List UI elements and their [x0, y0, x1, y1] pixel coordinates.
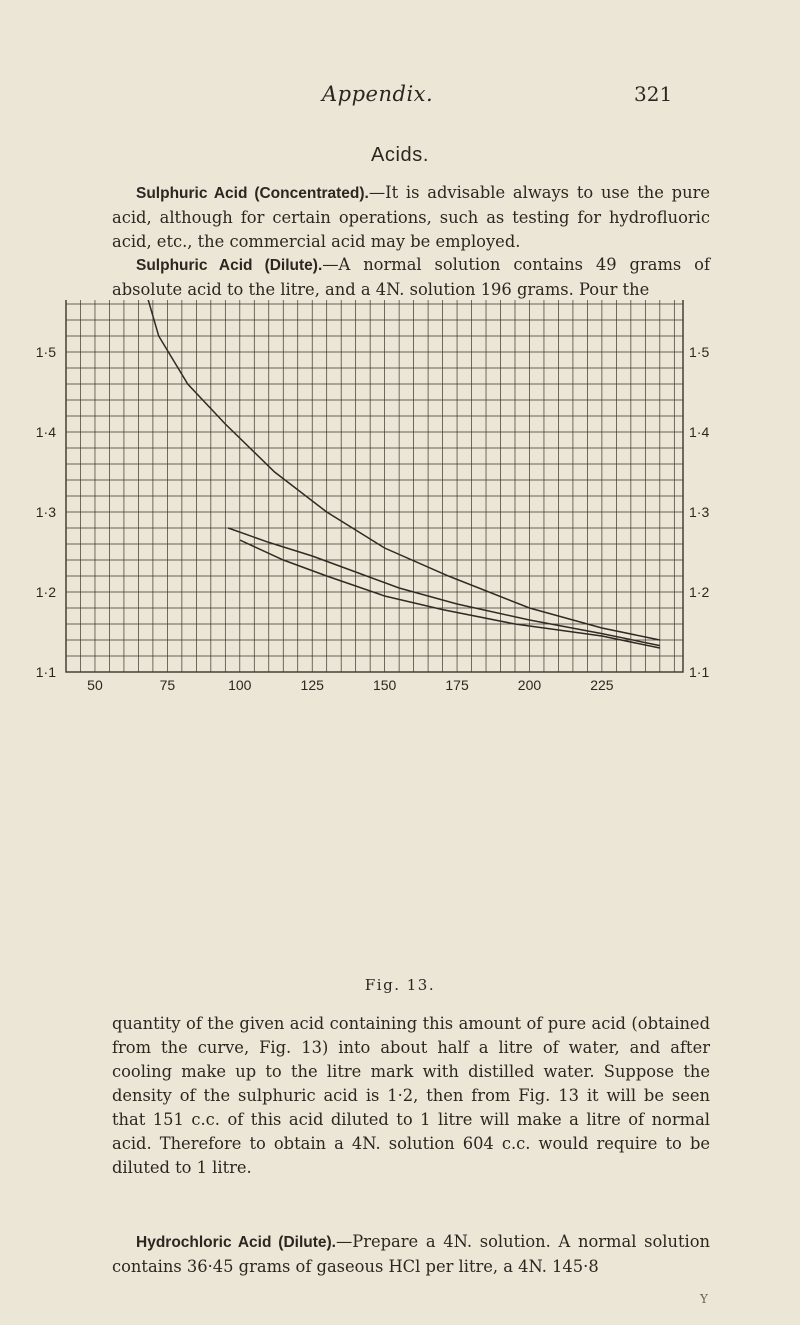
- running-head-title: Appendix.: [322, 82, 434, 106]
- x-tick-label-bottom: 75: [159, 677, 176, 693]
- section-title: Acids.: [370, 144, 430, 166]
- y-tick-label-right: 1·1: [689, 664, 710, 680]
- curve-2: [228, 528, 660, 646]
- y-tick-label-left: 1·4: [35, 424, 56, 440]
- chart-grid: [66, 300, 683, 672]
- paragraph-continuation: [112, 1012, 710, 1180]
- x-tick-label-bottom: 225: [590, 677, 614, 693]
- page-number: 321: [634, 82, 673, 106]
- curve-3: [240, 540, 660, 648]
- running-head: [0, 82, 800, 112]
- y-tick-label-left: 1·5: [35, 344, 56, 360]
- y-tick-label-left: 1·3: [35, 504, 56, 520]
- chart-frame: [66, 300, 683, 672]
- paragraph-body: —It is advisable always to use the pure acid, although for certain operations, such as testing for hydrofluoric acid, etc., the commercial acid may be employed.: [112, 183, 711, 251]
- x-tick-label-bottom: 200: [517, 677, 542, 693]
- paragraph-body: —A normal solution contains 49 grams of absolute acid to the litre, and a 4N. solution 196 grams. Pour the: [112, 255, 710, 299]
- density-chart: [0, 300, 800, 800]
- paragraph-body: —Prepare a 4N. solution. A normal solution contains 36·45 grams of gaseous HCl per litre, a 4N. 145·8: [112, 1232, 710, 1276]
- paragraph-lead: Sulphuric Acid (Dilute).: [136, 257, 323, 274]
- y-tick-label-left: 1·2: [35, 584, 56, 600]
- x-tick-label-bottom: 100: [228, 677, 252, 693]
- signature-mark: Y: [700, 1292, 708, 1306]
- paragraph-sulphuric-concentrated: [112, 181, 710, 254]
- chart-ticks: [36, 300, 710, 693]
- curve-1: [107, 300, 660, 640]
- y-tick-label-right: 1·2: [689, 584, 710, 600]
- paragraph-body: quantity of the given acid containing this amount of pure acid (obtained from the curve, Fig. 13) into about half a litre of water, and after cooling make up to the litre mark with distilled water. Suppose the density of the sulphuric acid is 1·2, then from Fig. 13 it will be seen that 151 c.c. of this acid diluted to 1 litre will make a litre of normal acid. Therefore to obtain a 4N. solution 604 c.c. would require to be diluted to 1 litre.: [112, 1014, 710, 1177]
- paragraph-lead: Hydrochloric Acid (Dilute).: [136, 1234, 336, 1251]
- paragraph-sulphuric-dilute: [112, 253, 710, 302]
- x-tick-label-bottom: 125: [300, 677, 324, 693]
- y-tick-label-right: 1·3: [689, 504, 710, 520]
- x-tick-label-bottom: 50: [87, 677, 103, 693]
- y-tick-label-right: 1·5: [689, 344, 710, 360]
- y-tick-label-left: 1·1: [35, 664, 56, 680]
- paragraph-lead: Sulphuric Acid (Concentrated).: [136, 185, 369, 202]
- x-tick-label-bottom: 150: [372, 677, 397, 693]
- x-tick-label-bottom: 175: [445, 677, 469, 693]
- figure-caption: Fig. 13.: [364, 976, 436, 994]
- y-tick-label-right: 1·4: [689, 424, 710, 440]
- paragraph-hydrochloric-dilute: [112, 1230, 710, 1279]
